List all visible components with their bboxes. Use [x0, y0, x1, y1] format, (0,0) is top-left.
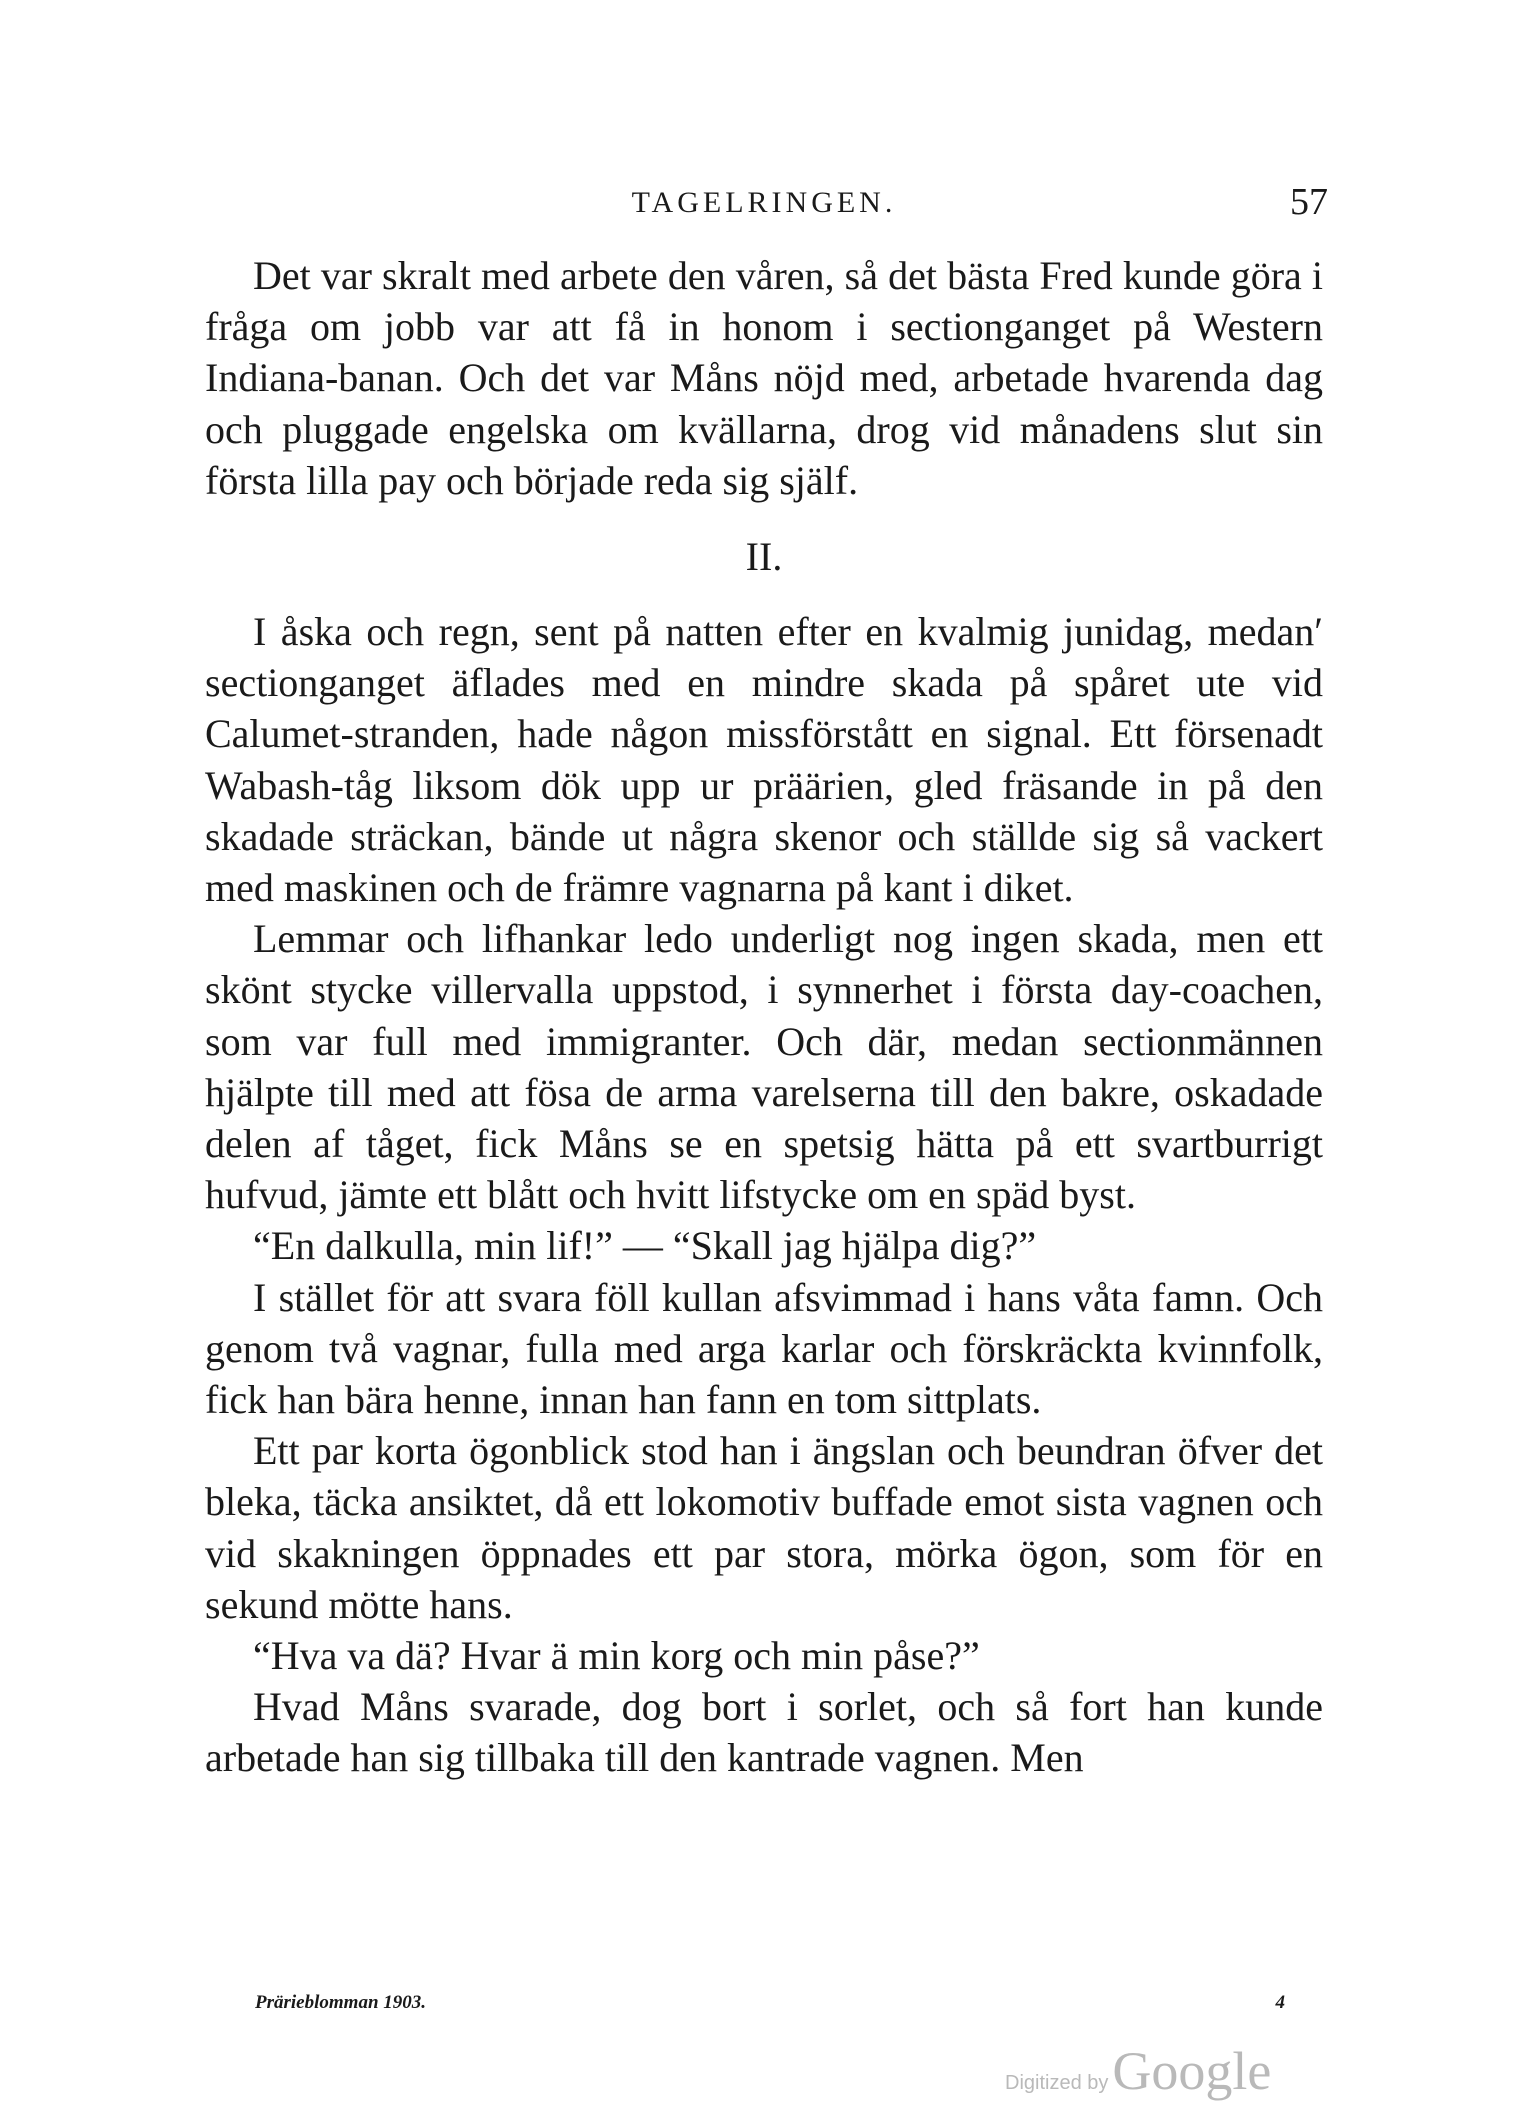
paragraph: Lemmar och lifhankar ledo underligt nog ingen skada, men ett skönt stycke villervalla uppstod, i synnerhet i första day-coachen, som var full med immigranter. Och där, medan sectionmännen hjälpte till med att fösa de arma varelserna till den bakre, oskadade delen af tåget, fick Måns se en spetsig hätta på ett svartburrigt hufvud, jämte ett blått och hvitt lifstycke om en späd byst. — [205, 916, 1323, 1218]
watermark-digitized-by: Digitized by — [1005, 2072, 1109, 2094]
paragraph: “En dalkulla, min lif!” — “Skall jag hjälpa dig?” — [253, 1223, 1037, 1269]
page-header — [200, 180, 1328, 240]
signature-mark: Prärieblomman 1903. — [255, 1992, 427, 2013]
section-heading: II. — [745, 534, 783, 580]
running-head: TAGELRINGEN. — [631, 186, 897, 219]
paragraph: I stället för att svara föll kullan afsvimmad i hans våta famn. Och genom två vagnar, fulla med arga karlar och förskräckta kvinnfolk, fick han bära henne, innan han fann en tom sittplats. — [205, 1274, 1323, 1423]
sheet-mark: 4 — [1275, 1992, 1285, 2013]
watermark-brand: Google — [1112, 2041, 1272, 2101]
paragraph: Det var skralt med arbete den våren, så det bästa Fred kunde göra i fråga om jobb var att få in honom i sectionganget på Western Indiana-banan. Och det var Måns nöjd med, arbetade hvarenda dag och pluggade engelska om kvällarna, drog vid månadens slut sin första lilla pay och började reda sig själf. — [205, 253, 1323, 503]
paragraph: Hvad Måns svarade, dog bort i sorlet, och så fort han kunde arbetade han sig tillbaka till den kantrade vagnen. Men — [205, 1684, 1323, 1781]
paragraph: I åska och regn, sent på natten efter en kvalmig junidag, medan′ sectionganget äflades med en mindre skada på spåret ute vid Calumet-stranden, hade någon missförstått en signal. Ett försenadt Wabash-tåg liksom dök upp ur präärien, gled fräsande in på den skadade sträckan, bände ut några skenor och ställde sig så vackert med maskinen och de främre vagnarna på kant i diket. — [205, 609, 1323, 911]
paragraph: Ett par korta ögonblick stod han i ängslan och beundran öfver det bleka, täcka ansiktet, då ett lokomotiv buffade emot sista vagnen och vid skakningen öppnades ett par stora, mörka ögon, som för en sekund mötte hans. — [205, 1428, 1323, 1627]
paragraph: “Hva va dä? Hvar ä min korg och min påse?” — [253, 1633, 980, 1679]
body-text — [205, 250, 1323, 1784]
page-footer — [255, 1992, 1285, 2022]
digitized-watermark — [1005, 2040, 1271, 2102]
page-number: 57 — [1290, 181, 1328, 223]
